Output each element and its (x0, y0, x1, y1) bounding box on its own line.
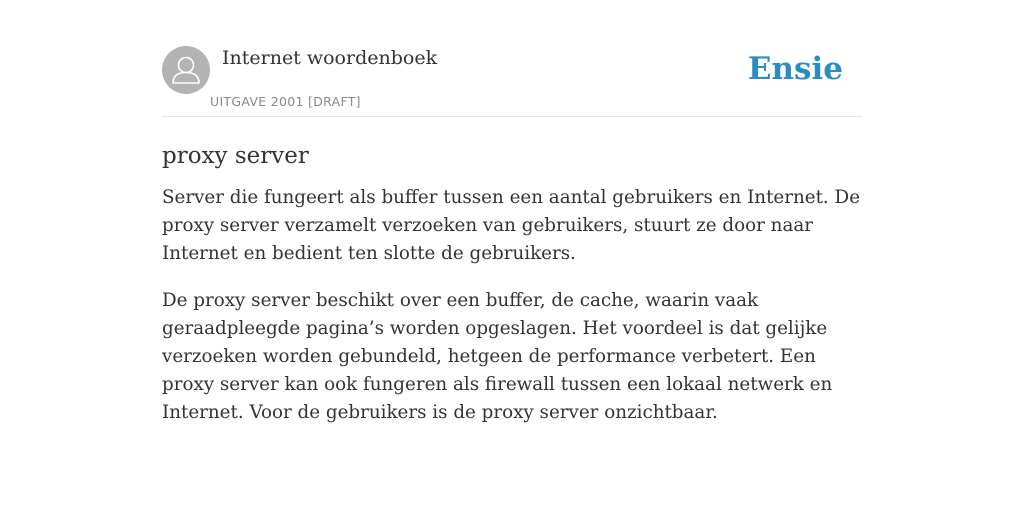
definition-paragraph: Server die fungeert als buffer tussen een aantal gebruikers en Internet. De proxy server verzamelt verzoeken van gebruikers, stuurt ze door naar Internet en bedient ten slotte de gebruikers. (162, 187, 861, 264)
edition-label: UITGAVE 2001 [DRAFT] (210, 94, 361, 109)
content-container (162, 46, 862, 427)
ensie-logo[interactable]: Ensie (747, 51, 843, 87)
user-placeholder-icon[interactable] (162, 46, 210, 94)
definition-paragraph: De proxy server beschikt over een buffer, de cache, waarin vaak geraadpleegde pagina’s worden opgeslagen. Het voordeel is dat gelijke verzoeken worden gebundeld, hetgeen de performance verbetert. Een proxy server kan ook fungeren als firewall tussen een lokaal netwerk en Internet. Voor de gebruikers is de proxy server onzichtbaar. (162, 290, 833, 423)
entry-header (162, 46, 862, 117)
entry-definition (162, 184, 862, 427)
entry-term: proxy server (162, 143, 309, 169)
book-title-link[interactable]: Internet woordenboek (222, 47, 438, 69)
